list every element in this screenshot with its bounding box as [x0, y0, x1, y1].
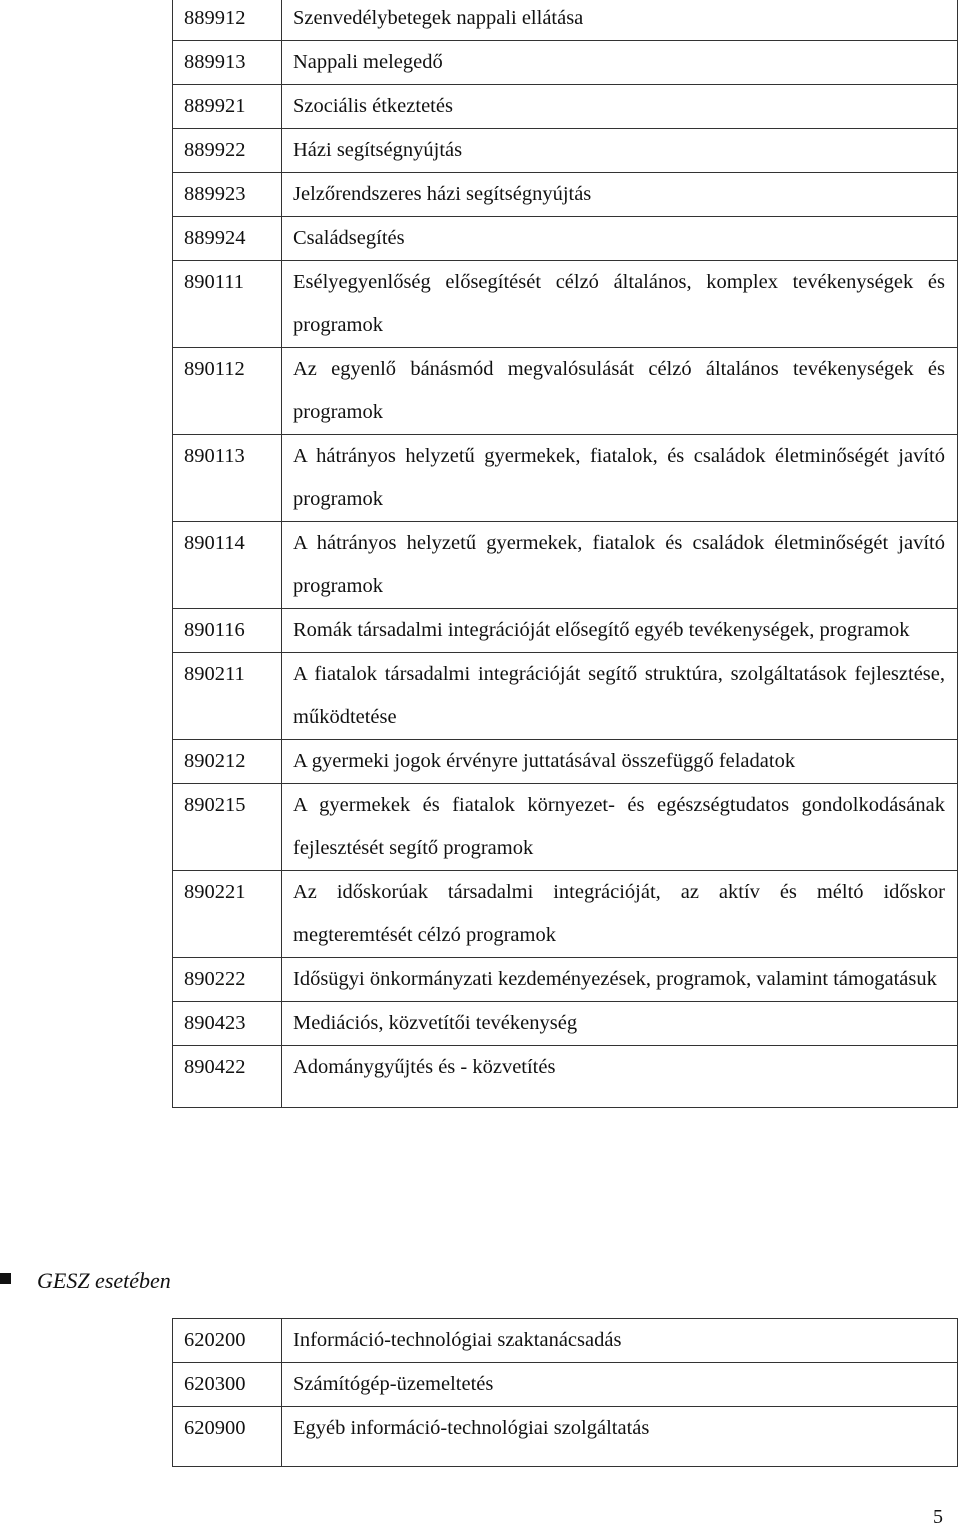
code-cell: 889912	[173, 0, 282, 41]
description-cell: Jelzőrendszeres házi segítségnyújtás	[282, 173, 958, 217]
table-row	[173, 85, 958, 129]
table-row	[173, 871, 958, 958]
description-cell: A hátrányos helyzetű gyermekek, fiatalok, és családok életminőségét javító programok	[282, 435, 958, 522]
code-cell: 890215	[173, 784, 282, 871]
table-row	[173, 435, 958, 522]
table-row	[173, 261, 958, 348]
table-row	[173, 1002, 958, 1046]
page-number: 5	[933, 1506, 943, 1528]
table-row	[173, 217, 958, 261]
table-row	[173, 1407, 958, 1467]
code-cell: 890111	[173, 261, 282, 348]
table-row	[173, 609, 958, 653]
gesz-codes-table	[172, 1318, 958, 1467]
table-row	[173, 1046, 958, 1108]
description-cell: Nappali melegedő	[282, 41, 958, 85]
activity-codes-table	[172, 0, 958, 1108]
code-cell: 890221	[173, 871, 282, 958]
table-row	[173, 522, 958, 609]
code-cell: 890113	[173, 435, 282, 522]
code-cell: 890114	[173, 522, 282, 609]
description-cell: A hátrányos helyzetű gyermekek, fiatalok és családok életminőségét javító programok	[282, 522, 958, 609]
description-cell: Számítógép-üzemeltetés	[282, 1363, 958, 1407]
code-cell: 890222	[173, 958, 282, 1002]
table-row	[173, 348, 958, 435]
description-cell: Szociális étkeztetés	[282, 85, 958, 129]
description-cell: Információ-technológiai szaktanácsadás	[282, 1319, 958, 1363]
description-cell: Családsegítés	[282, 217, 958, 261]
description-cell: Romák társadalmi integrációját elősegítő egyéb tevékenységek, programok	[282, 609, 958, 653]
code-cell: 890422	[173, 1046, 282, 1108]
description-cell: Adománygyűjtés és - közvetítés	[282, 1046, 958, 1108]
code-cell: 890112	[173, 348, 282, 435]
table-row	[173, 1363, 958, 1407]
activity-codes-body	[173, 0, 958, 1108]
table-row	[173, 41, 958, 85]
description-cell: Házi segítségnyújtás	[282, 129, 958, 173]
table-row	[173, 784, 958, 871]
code-cell: 890212	[173, 740, 282, 784]
code-cell: 889913	[173, 41, 282, 85]
description-cell: A gyermeki jogok érvényre juttatásával összefüggő feladatok	[282, 740, 958, 784]
description-cell: Az időskorúak társadalmi integrációját, az aktív és méltó időskor megteremtését célzó programok	[282, 871, 958, 958]
description-cell: Esélyegyenlőség elősegítését célzó általános, komplex tevékenységek és programok	[282, 261, 958, 348]
code-cell: 889921	[173, 85, 282, 129]
table-row	[173, 129, 958, 173]
code-cell: 889924	[173, 217, 282, 261]
table-row	[173, 740, 958, 784]
gesz-codes-body	[173, 1319, 958, 1467]
description-cell: A gyermekek és fiatalok környezet- és egészségtudatos gondolkodásának fejlesztését segítő programok	[282, 784, 958, 871]
description-cell: Egyéb információ-technológiai szolgáltatás	[282, 1407, 958, 1467]
code-cell: 889922	[173, 129, 282, 173]
table-row	[173, 653, 958, 740]
section-heading: GESZ esetében	[37, 1268, 171, 1293]
description-cell: Az egyenlő bánásmód megvalósulását célzó általános tevékenységek és programok	[282, 348, 958, 435]
code-cell: 620200	[173, 1319, 282, 1363]
table-row	[173, 1319, 958, 1363]
code-cell: 620900	[173, 1407, 282, 1467]
code-cell: 890423	[173, 1002, 282, 1046]
description-cell: Szenvedélybetegek nappali ellátása	[282, 0, 958, 41]
square-bullet-icon	[0, 1273, 11, 1284]
code-cell: 890116	[173, 609, 282, 653]
table-row	[173, 173, 958, 217]
table-row	[173, 0, 958, 41]
description-cell: A fiatalok társadalmi integrációját segítő struktúra, szolgáltatások fejlesztése, működtetése	[282, 653, 958, 740]
code-cell: 889923	[173, 173, 282, 217]
code-cell: 890211	[173, 653, 282, 740]
table-row	[173, 958, 958, 1002]
description-cell: Idősügyi önkormányzati kezdeményezések, programok, valamint támogatásuk	[282, 958, 958, 1002]
code-cell: 620300	[173, 1363, 282, 1407]
description-cell: Mediációs, közvetítői tevékenység	[282, 1002, 958, 1046]
